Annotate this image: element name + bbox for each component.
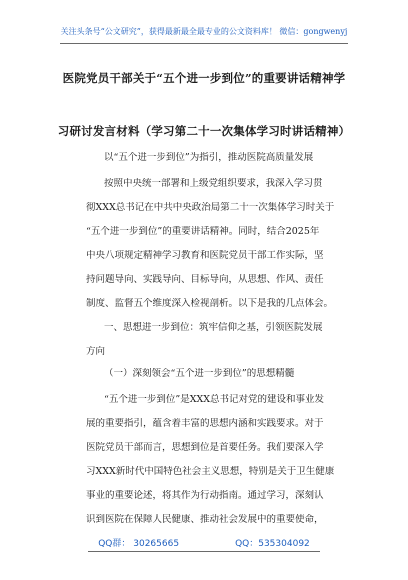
footer-qq-group: QQ群： 30265665 [98,539,180,549]
section-heading-continued: 方向 [86,346,106,357]
section-heading: 一、思想进一步到位：筑牢信仰之基，引领医院发展 [104,322,323,333]
body-line: 事业的重要论述，将其作为行动指南。通过学习，深刻认 [86,490,324,501]
body-line-subtitle: 以“五个进一步到位”为指引，推动医院高质量发展 [104,152,314,163]
body-line: 展的重要指引，蕴含着丰富的思想内涵和实践要求。对于 [86,418,324,429]
header-rule [60,43,348,44]
body-line: 中央八项规定精神学习教育和医院党员干部工作实际，坚 [86,250,324,261]
body-line: 习XXX新时代中国特色社会主义思想，特别是关于卫生健康 [86,466,335,477]
body-line: 医院党员干部而言，思想到位是首要任务。我们要深入学 [86,442,324,453]
subsection-heading: （一）深刻领会“五个进一步到位”的思想精髓 [104,368,295,379]
body-line: 制度、监督五个维度深入检视剖析。以下是我的几点体会。 [86,298,334,309]
footer-contact [0,536,408,549]
header-note: 关注头条号“公文研究”，获得最新最全最专业的公文资料库！ 微信：gongwenyj [60,27,348,36]
body-line: “五个进一步到位”的重要讲话精神。同时，结合2025年 [86,226,320,237]
footer-rule [88,551,320,552]
body-line: 持问题导向、实践导向、目标导向，从思想、作风、责任 [86,274,324,285]
document-title-line-1: 医院党员干部关于“五个进一步到位”的重要讲话精神学 [62,71,346,85]
body-line: 按照中央统一部署和上级党组织要求，我深入学习贯 [104,178,323,189]
footer-qq: QQ：535304092 [235,539,310,549]
body-line: “五个进一步到位”是XXX总书记对党的建设和事业发 [104,394,325,405]
body-line-overflow: 识到医院在保障人民健康、推动社会发展中的重要使命， [86,514,324,525]
body-line: 彻XXX总书记在中共中央政治局第二十一次集体学习时关于 [86,202,335,213]
document-title-line-2: 习研讨发言材料（学习第二十一次集体学习时讲话精神） [57,124,351,138]
